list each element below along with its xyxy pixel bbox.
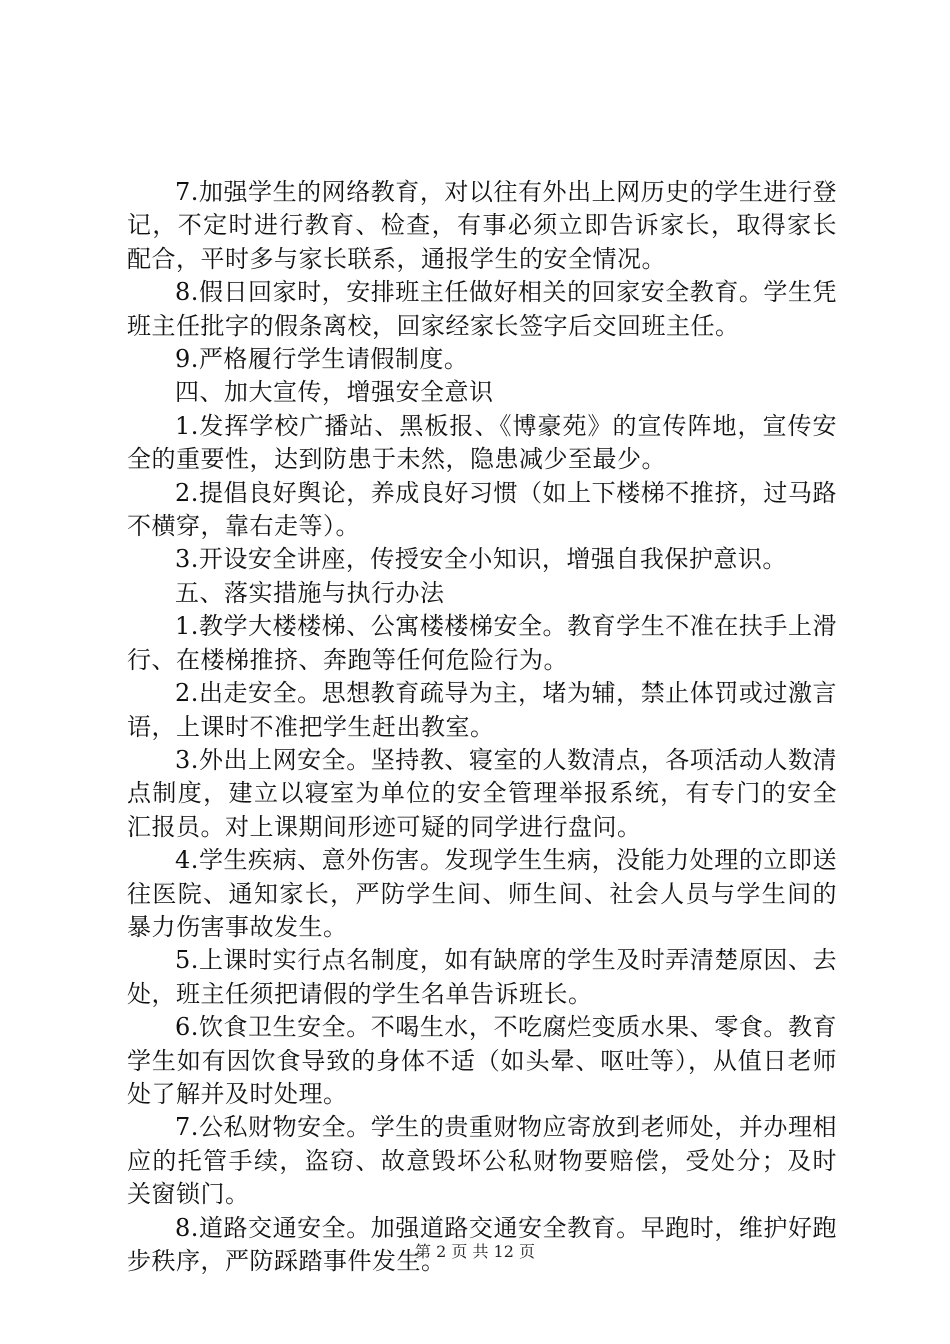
paragraph-item-9-leave: 9.严格履行学生请假制度。	[175, 345, 469, 374]
paragraph-publicity-3: 3.开设安全讲座，传授安全小知识，增强自我保护意识。	[175, 545, 787, 574]
paragraph-measures-5: 5.上课时实行点名制度，如有缺席的学生及时弄清楚原因、去处，班主任须把请假的学生名单告诉班长。	[127, 946, 837, 1008]
paragraph-publicity-2: 2.提倡良好舆论，养成良好习惯（如上下楼梯不推挤，过马路不横穿，靠右走等）。	[127, 478, 837, 541]
page-number-footer: 第 2 页 共 12 页	[415, 1242, 535, 1261]
paragraph-measures-6: 6.饮食卫生安全。不喝生水，不吃腐烂变质水果、零食。教育学生如有因饮食导致的身体不适（如头晕、呕吐等），从值日老师处了解并及时处理。	[127, 1013, 837, 1108]
paragraph-measures-1: 1.教学大楼楼梯、公寓楼楼梯安全。教育学生不准在扶手上滑行、在楼梯推挤、奔跑等任何危险行为。	[127, 612, 837, 674]
paragraph-measures-4: 4.学生疾病、意外伤害。发现学生生病，没能力处理的立即送往医院、通知家长，严防学生间、师生间、社会人员与学生间的暴力伤害事故发生。	[127, 846, 837, 941]
paragraph-measures-2: 2.出走安全。思想教育疏导为主，堵为辅，禁止体罚或过激言语，上课时不准把学生赶出教室。	[127, 679, 837, 741]
paragraph-measures-7: 7.公私财物安全。学生的贵重财物应寄放到老师处，并办理相应的托管手续，盗窃、故意毁坏公私财物要赔偿，受处分；及时关窗锁门。	[127, 1113, 837, 1209]
paragraph-measures-8: 8.道路交通安全。加强道路交通安全教育。早跑时，维护好跑步秩序，严防踩踏事件发生。	[127, 1213, 837, 1275]
section-heading-publicity: 四、加大宣传，增强安全意识	[175, 378, 494, 407]
paragraph-item-7-network: 7.加强学生的网络教育，对以往有外出上网历史的学生进行登记，不定时进行教育、检查，有事必须立即告诉家长，取得家长配合，平时多与家长联系，通报学生的安全情况。	[127, 178, 837, 273]
paragraph-measures-3: 3.外出上网安全。坚持教、寝室的人数清点，各项活动人数清点制度，建立以寝室为单位的安全管理举报系统，有专门的安全汇报员。对上课期间形迹可疑的同学进行盘问。	[127, 745, 837, 841]
document-body	[127, 176, 837, 1278]
paragraph-item-8-holiday: 8.假日回家时，安排班主任做好相关的回家安全教育。学生凭班主任批字的假条离校，回家经家长签字后交回班主任。	[127, 278, 837, 340]
paragraph-publicity-1: 1.发挥学校广播站、黑板报、《博豪苑》的宣传阵地，宣传安全的重要性，达到防患于未然，隐患减少至最少。	[127, 411, 837, 474]
section-heading-measures: 五、落实措施与执行办法	[175, 578, 445, 607]
